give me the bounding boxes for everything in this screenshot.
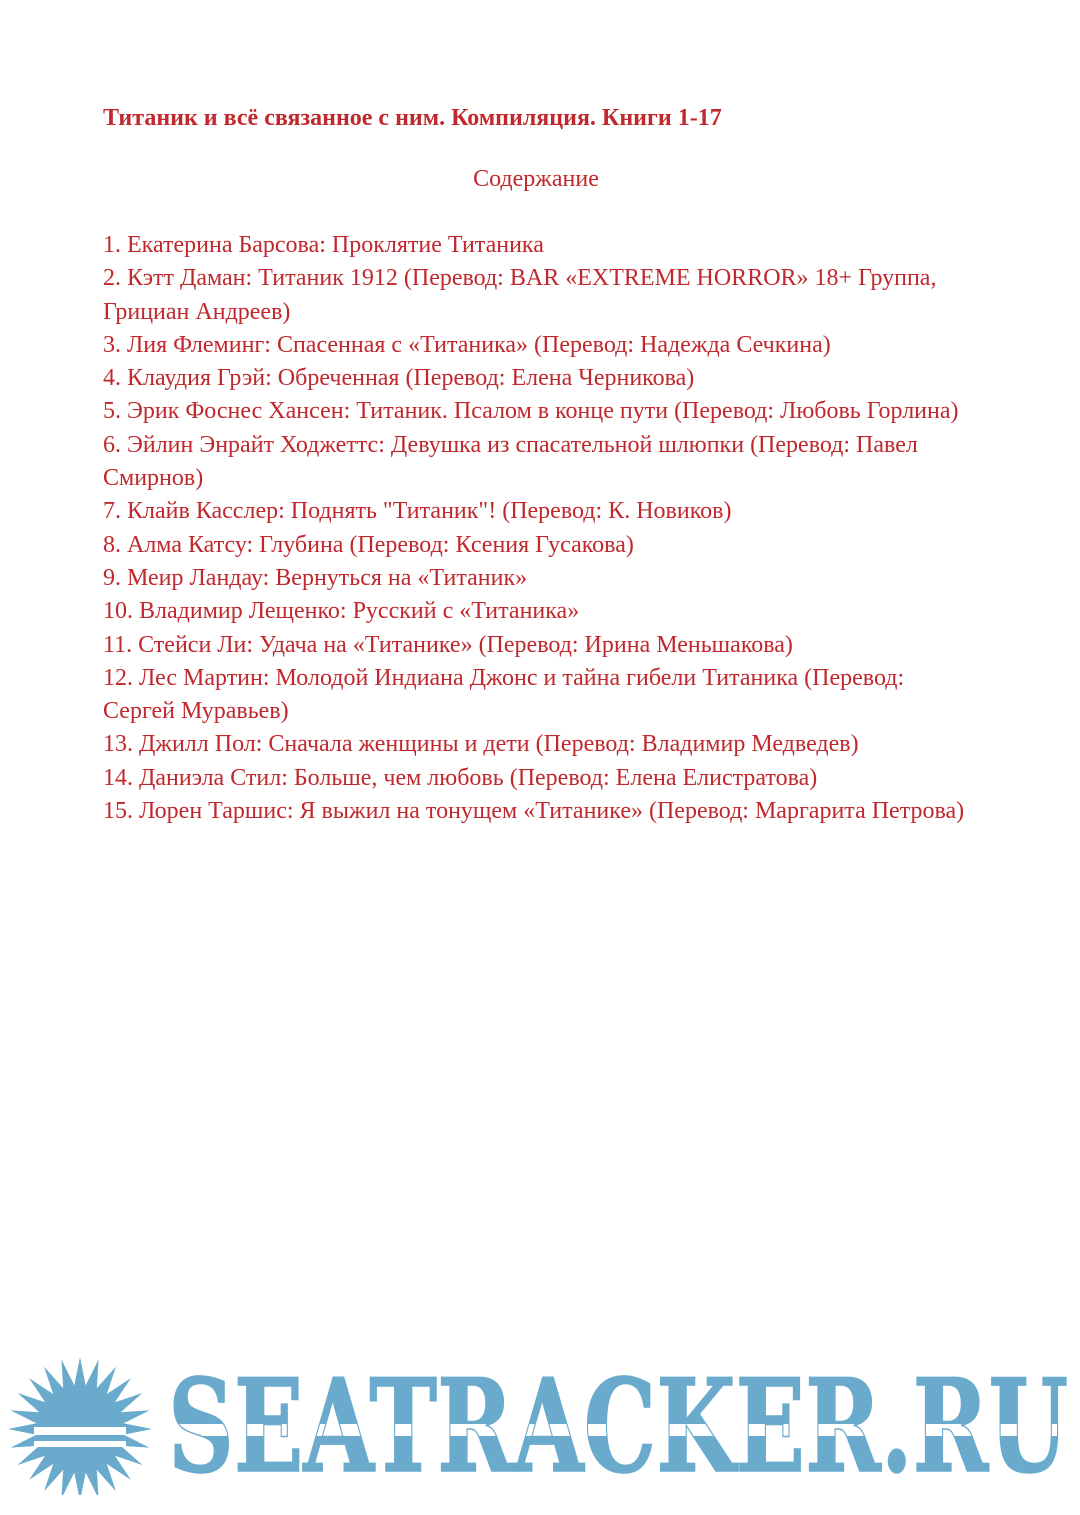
sun-icon — [0, 1355, 160, 1495]
toc-item: 1. Екатерина Барсова: Проклятие Титаника — [103, 232, 544, 258]
toc-item: 5. Эрик Фоснес Хансен: Титаник. Псалом в конце пути (Перевод: Любовь Горлина) — [103, 398, 959, 425]
toc-item: 12. Лес Мартин: Молодой Индиана Джонс и тайна гибели Титаника (Перевод: Сергей Муравьев) — [103, 664, 905, 725]
toc-item: 3. Лия Флеминг: Спасенная с «Титаника» (Перевод: Надежда Сечкина) — [103, 331, 831, 358]
toc-item: 14. Даниэла Стил: Больше, чем любовь (Перевод: Елена Елистратова) — [103, 764, 818, 791]
toc-item: 10. Владимир Лещенко: Русский с «Титаника» — [103, 598, 580, 625]
toc-item: 15. Лорен Таршис: Я выжил на тонущем «Титанике» (Перевод: Маргарита Петрова) — [103, 798, 965, 825]
toc-heading: Содержание — [473, 166, 599, 192]
toc-item: 6. Эйлин Энрайт Ходжеттс: Девушка из спасательной шлюпки (Перевод: Павел Смирнов) — [103, 431, 918, 492]
toc-item: 13. Джилл Пол: Сначала женщины и дети (Перевод: Владимир Медведев) — [103, 731, 859, 758]
toc-list — [103, 229, 969, 828]
toc-item: 4. Клаудия Грэй: Обреченная (Перевод: Елена Черникова) — [103, 365, 695, 392]
toc-item: 8. Алма Катсу: Глубина (Перевод: Ксения Гусакова) — [103, 531, 634, 558]
toc-item: 9. Меир Ландау: Вернуться на «Титаник» — [103, 564, 528, 591]
toc-item: 11. Стейси Ли: Удача на «Титанике» (Перевод: Ирина Меньшакова) — [103, 631, 793, 658]
watermark-text — [168, 1363, 1073, 1488]
watermark-logo — [0, 1355, 1080, 1495]
watermark-text-label: SEATRACKER.RU — [168, 1363, 1068, 1488]
document-title: Титаник и всё связанное с ним. Компиляция. Книги 1-17 — [103, 105, 722, 131]
toc-item: 2. Кэтт Даман: Титаник 1912 (Перевод: BAR «EXTREME HORROR» 18+ Группа, Грициан Андреев) — [103, 265, 937, 325]
toc-item: 7. Клайв Касслер: Поднять "Титаник"! (Перевод: К. Новиков) — [103, 498, 732, 525]
